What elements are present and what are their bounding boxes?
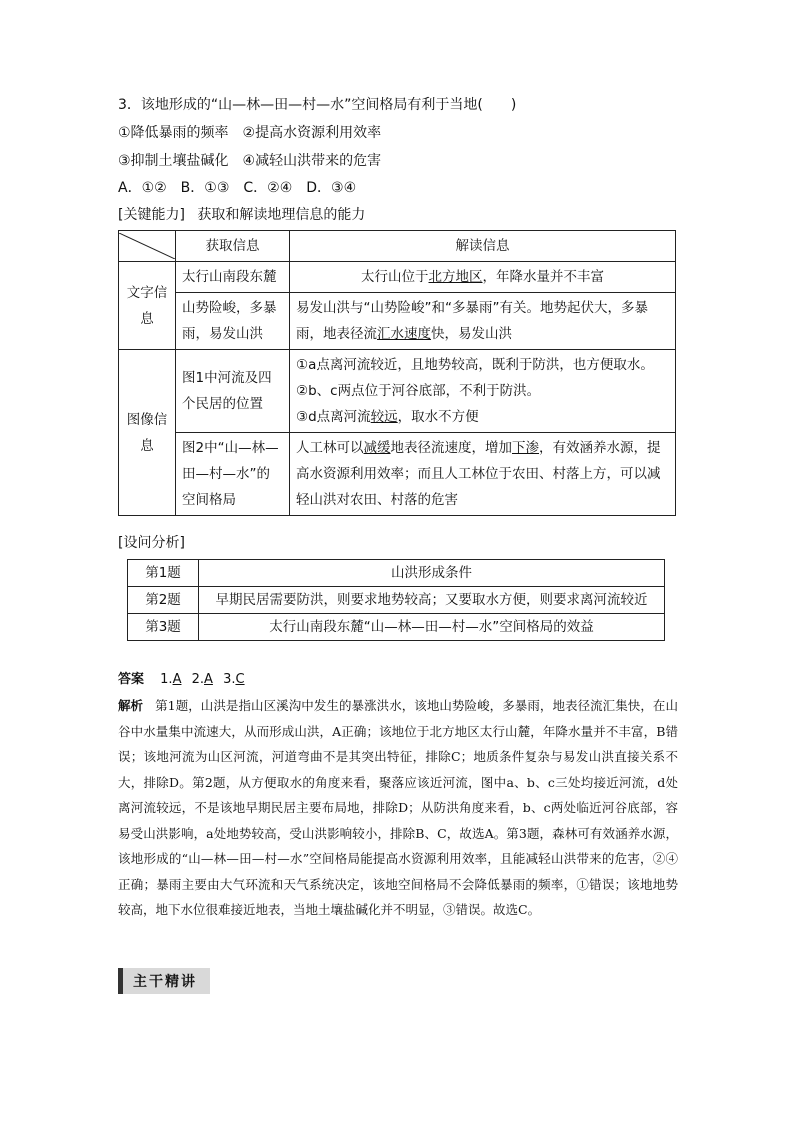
question-number: 第3题	[128, 614, 199, 641]
section-banner	[118, 968, 210, 994]
section-banner-title: 主干精讲	[133, 974, 197, 990]
get-info-cell: 太行山南段东麓	[176, 262, 290, 293]
interpret-line: ③d点离河流较远，取水不方便	[296, 409, 479, 425]
analysis-label: [设问分析]	[118, 535, 185, 551]
underlined-term: 汇水速度	[377, 326, 431, 342]
question-options-row2: ③抑制土壤盐碱化 ④减轻山洪带来的危害	[118, 153, 382, 169]
answer-line	[118, 668, 245, 687]
table-row	[119, 433, 676, 516]
table-row	[119, 293, 676, 350]
header-interpret-info: 解读信息	[290, 231, 676, 262]
answer-label: 答案	[118, 672, 145, 687]
answer-number: 1.	[160, 672, 173, 687]
interpret-line: ①a点离河流较近，且地势较高，既利于防洪，也方便取水。	[296, 357, 654, 373]
interpret-info-cell: 太行山位于北方地区，年降水量并不丰富	[290, 262, 676, 293]
category-image-info: 图像信息	[119, 350, 176, 516]
explanation-label: 解析	[118, 698, 144, 713]
analysis-text: 太行山南段东麓“山—林—田—村—水”空间格局的效益	[199, 614, 665, 641]
diagonal-header-cell	[119, 231, 176, 262]
underlined-term: 减缓	[363, 440, 391, 456]
table-row	[128, 614, 665, 641]
explanation-paragraph	[118, 693, 678, 923]
underlined-term: 下渗	[512, 440, 539, 456]
explanation-text: 第1题，山洪是指山区溪沟中发生的暴涨洪水，该地山势险峻，多暴雨，地表径流汇集快，在山谷中水量集中流速大，从而形成山洪，A正确；该地位于北方地区太行山麓，年降水量并不丰富，B错误；该地河流为山区河流，河道弯曲不是其突出特征，排除C；地质条件复杂与易发山洪直接关系不大，排除D。第2题，从方便取水的角度来看，聚落应该近河流，图中a、b、c三处均接近河流，d处离河流较远，不是该地早期民居主要布局地，排除D；从防洪角度来看，b、c两处临近河谷底部，容易受山洪影响，a处地势较高，受山洪影响较小，排除B、C，故选A。第3题，森林可有效涵养水源，该地形成的“山—林—田—村—水”空间格局能提高水资源利用效率，且能减轻山洪带来的危害，②④正确；暴雨主要由大气环流和天气系统决定，该地空间格局不会降低暴雨的频率，①错误；该地地势较高，地下水位很难接近地表，当地土壤盐碱化并不明显，③错误。故选C。	[118, 698, 678, 917]
get-info-cell: 图2中“山—林—田—村—水”的空间格局	[176, 433, 290, 516]
question-choices: A．①② B．①③ C．②④ D．③④	[118, 180, 357, 196]
analysis-table	[127, 559, 665, 641]
question-options-row1: ①降低暴雨的频率 ②提高水资源利用效率	[118, 125, 382, 141]
interpret-info-cell: 人工林可以减缓地表径流速度，增加下渗，有效涵养水源，提高水资源利用效率；而且人工林位于农田、村落上方，可以减轻山洪对农田、村落的危害	[290, 433, 676, 516]
question-stem: 3．该地形成的“山—林—田—村—水”空间格局有利于当地( )	[118, 97, 517, 113]
key-ability-line	[118, 205, 365, 225]
interpret-info-cell: 易发山洪与“山势险峻”和“多暴雨”有关。地势起伏大，多暴雨，地表径流汇水速度快，易发山洪	[290, 293, 676, 350]
analysis-text: 早期民居需要防洪，则要求地势较高；又要取水方便，则要求离河流较近	[199, 587, 665, 614]
question-number: 第1题	[128, 560, 199, 587]
info-table	[118, 230, 676, 516]
analysis-text: 山洪形成条件	[199, 560, 665, 587]
table-row	[128, 560, 665, 587]
answer-value: C	[235, 672, 245, 687]
answer-number: 3.	[223, 672, 236, 687]
key-ability-label: [关键能力]	[118, 207, 185, 223]
interpret-info-cell	[290, 350, 676, 433]
question-number: 第2题	[128, 587, 199, 614]
table-row	[119, 350, 676, 433]
header-get-info: 获取信息	[176, 231, 290, 262]
answer-value: A	[204, 672, 213, 687]
info-table-header	[119, 231, 676, 262]
underlined-term: 北方地区	[428, 269, 483, 285]
diagonal-line	[119, 233, 175, 259]
interpret-line: ②b、c两点位于河谷底部，不利于防洪。	[296, 383, 541, 399]
category-text-info: 文字信息	[119, 262, 176, 350]
answer-number: 2.	[191, 672, 205, 687]
get-info-cell: 图1中河流及四个民居的位置	[176, 350, 290, 433]
table-row	[128, 587, 665, 614]
underlined-term: 较远	[370, 409, 398, 425]
get-info-cell: 山势险峻，多暴雨，易发山洪	[176, 293, 290, 350]
table-row	[119, 262, 676, 293]
answer-value: A	[172, 672, 182, 687]
key-ability-text: 获取和解读地理信息的能力	[197, 207, 366, 223]
